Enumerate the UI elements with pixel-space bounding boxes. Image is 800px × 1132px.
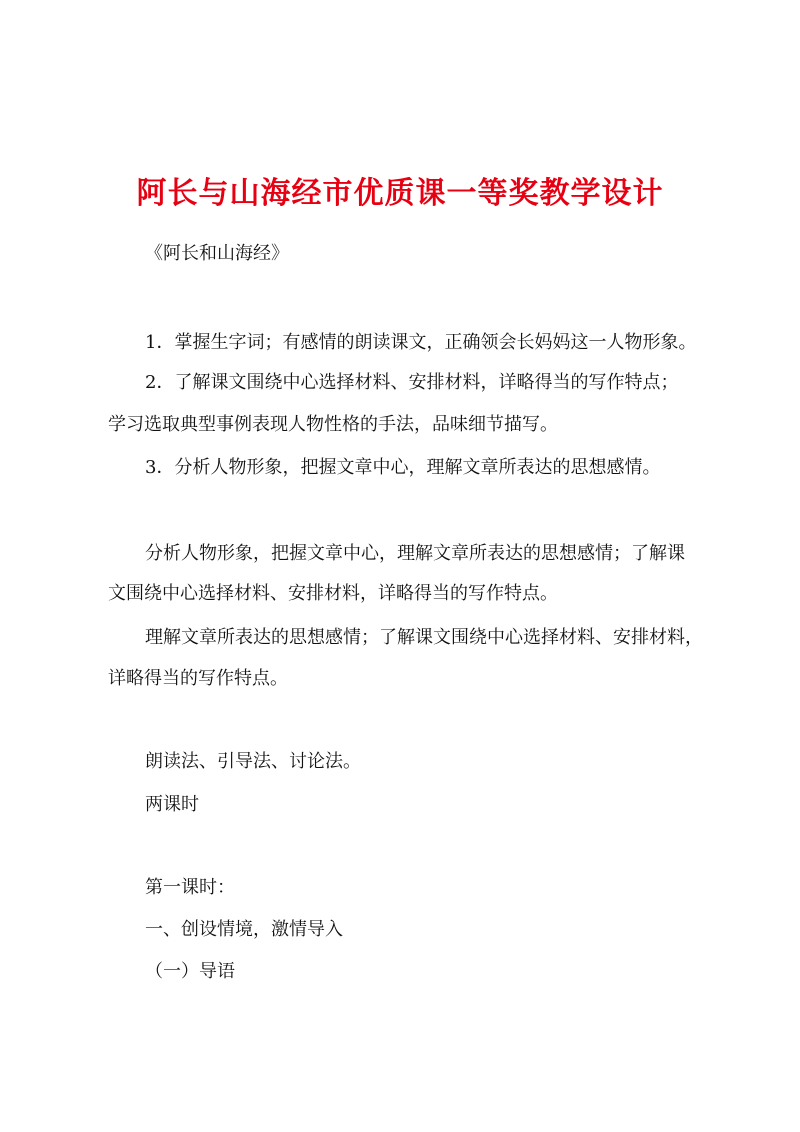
key-point-line-1: 分析人物形象，把握文章中心，理解文章所表达的思想感情；了解课 bbox=[145, 543, 685, 564]
objective-line-2: 2．了解课文围绕中心选择材料、安排材料，详略得当的写作特点； bbox=[145, 372, 679, 393]
objective-line-4: 3．分析人物形象，把握文章中心，理解文章所表达的思想感情。 bbox=[145, 457, 661, 478]
key-point-line-2: 文围绕中心选择材料、安排材料，详略得当的写作特点。 bbox=[108, 583, 558, 604]
difficult-point-line-1: 理解文章所表达的思想感情；了解课文围绕中心选择材料、安排材料， bbox=[145, 627, 703, 648]
lesson-one-heading: 第一课时： bbox=[145, 877, 235, 898]
document-subtitle: 《阿长和山海经》 bbox=[145, 243, 289, 264]
class-hours: 两课时 bbox=[145, 794, 199, 815]
document-title: 阿长与山海经市优质课一等奖教学设计 bbox=[136, 176, 664, 211]
difficult-point-line-2: 详略得当的写作特点。 bbox=[108, 668, 288, 689]
sub-step-heading: （一）导语 bbox=[145, 961, 235, 982]
teaching-methods: 朗读法、引导法、讨论法。 bbox=[145, 751, 361, 772]
objective-line-1: 1．掌握生字词；有感情的朗读课文，正确领会长妈妈这一人物形象。 bbox=[145, 332, 697, 353]
objective-line-3: 学习选取典型事例表现人物性格的手法，品味细节描写。 bbox=[108, 414, 558, 435]
step-one-heading: 一、创设情境，激情导入 bbox=[145, 919, 343, 940]
